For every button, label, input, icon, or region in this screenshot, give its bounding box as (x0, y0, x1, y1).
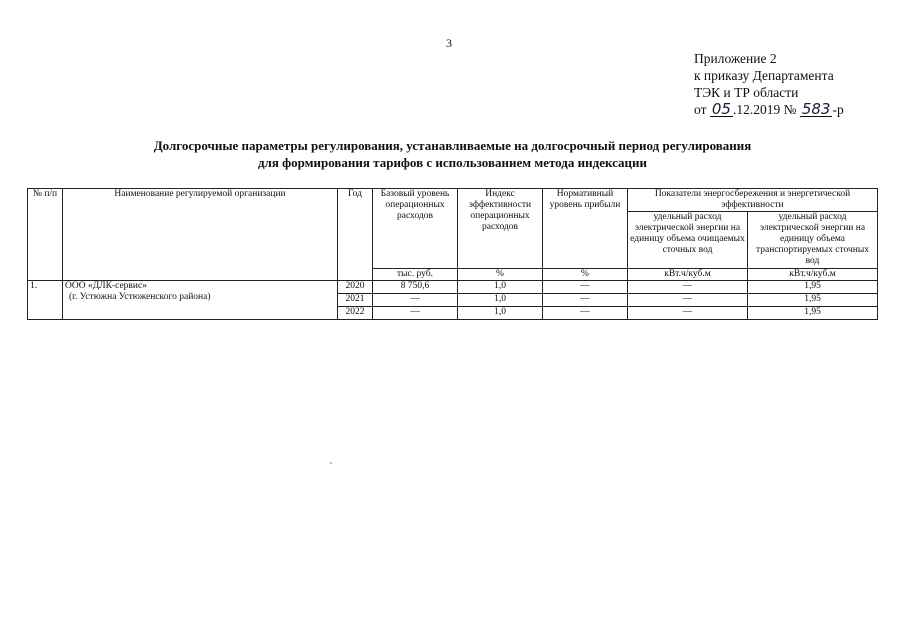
unit-base: тыс. руб. (373, 269, 458, 281)
order-number-suffix: -р (832, 102, 844, 117)
appendix-line-4 (694, 101, 844, 118)
energy-treated-cell: — (628, 307, 748, 320)
year-cell: 2022 (338, 307, 373, 320)
unit-index: % (458, 269, 543, 281)
header-org: Наименование регулируемой организации (63, 189, 338, 281)
header-energy-transported: удельный расход электрической энергии на единицу объема транспортируемых сточных вод (748, 212, 878, 269)
header-year: Год (338, 189, 373, 281)
energy-transported-cell: 1,95 (748, 307, 878, 320)
base-cell: — (373, 307, 458, 320)
header-row-1 (28, 189, 878, 212)
index-cell: 1,0 (458, 294, 543, 307)
index-cell: 1,0 (458, 281, 543, 294)
index-cell: 1,0 (458, 307, 543, 320)
appendix-line-2: к приказу Департамента (694, 68, 834, 83)
year-cell: 2020 (338, 281, 373, 294)
header-num: № п/п (28, 189, 63, 281)
page-number: 3 (446, 36, 452, 50)
appendix-block (694, 50, 844, 118)
unit-energy-treated: кВт.ч/куб.м (628, 269, 748, 281)
energy-transported-cell: 1,95 (748, 294, 878, 307)
order-number-handwritten: 583 (801, 100, 831, 118)
table-row (28, 281, 878, 294)
org-name-cell (63, 281, 338, 320)
org-number: 1. (28, 281, 63, 320)
unit-profit: % (543, 269, 628, 281)
header-energy-treated: удельный расход электрической энергии на единицу объема очищаемых сточных вод (628, 212, 748, 269)
order-day-handwritten: 05 (711, 100, 731, 118)
energy-treated-cell: — (628, 281, 748, 294)
base-cell: — (373, 294, 458, 307)
scan-speck (330, 462, 332, 464)
year-cell: 2021 (338, 294, 373, 307)
header-index: Индекс эффективности операционных расходов (458, 189, 543, 269)
org-name: ООО «ДЛК-сервис» (65, 281, 147, 291)
header-energy-group: Показатели энергосбережения и энергетической эффективности (628, 189, 878, 212)
profit-cell: — (543, 294, 628, 307)
energy-treated-cell: — (628, 294, 748, 307)
order-date-prefix: от (694, 102, 710, 117)
title-line-2: для формирования тарифов с использованием метода индексации (257, 155, 648, 170)
header-profit: Нормативный уровень прибыли (543, 189, 628, 269)
appendix-line-3: ТЭК и ТР области (694, 85, 799, 100)
unit-energy-transported: кВт.ч/куб.м (748, 269, 878, 281)
header-base: Базовый уровень операционных расходов (373, 189, 458, 269)
org-location: (г. Устюжна Устюженского района) (69, 292, 211, 302)
appendix-line-1: Приложение 2 (694, 51, 777, 66)
parameters-table (27, 188, 878, 320)
energy-transported-cell: 1,95 (748, 281, 878, 294)
profit-cell: — (543, 281, 628, 294)
title-line-1: Долгосрочные параметры регулирования, устанавливаемые на долгосрочный период регулирования (153, 138, 752, 153)
document-title (70, 137, 835, 171)
base-cell: 8 750,6 (373, 281, 458, 294)
profit-cell: — (543, 307, 628, 320)
order-date-mid: .12.2019 № (732, 102, 800, 117)
